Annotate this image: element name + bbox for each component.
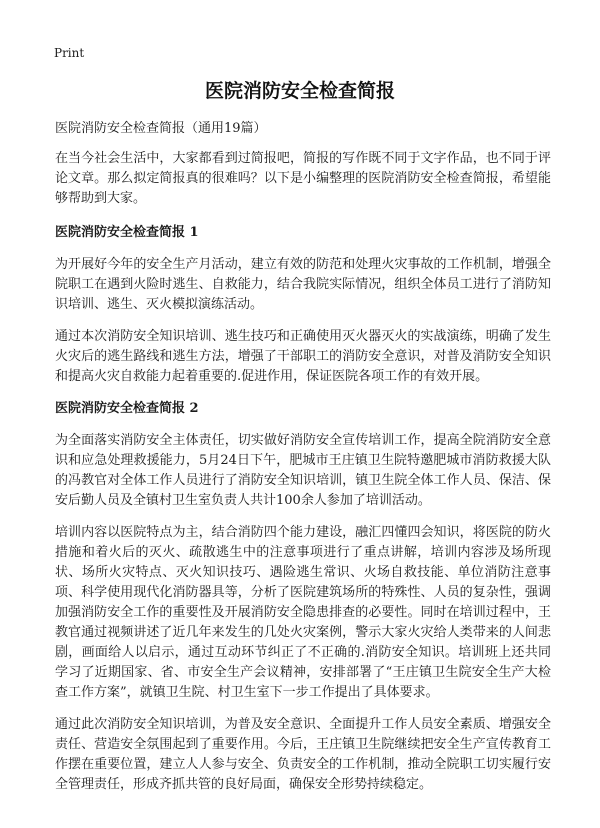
intro-paragraph: 在当今社会生活中，大家都看到过简报吧，简报的写作既不同于文字作品，也不同于评论文章。那么拟定简报真的很难吗？以下是小编整理的医院消防安全检查简报，希望能够帮助到大家。 xyxy=(55,151,551,206)
page-title: 医院消防安全检查简报 xyxy=(204,80,395,102)
section-2-paragraph-3: 通过此次消防安全知识培训，为普及安全意识、全面提升工作人员安全素质、增强安全责任、营造安全氛围起到了重要作用。今后，王庄镇卫生院继续把安全生产宣传教育工作摆在重要位置，建立人人参与安全、负责安全的工作机制，推动全院职工切实履行安全管理责任，形成齐抓共管的良好局面，确保安全形势持续稳定。 xyxy=(55,717,551,792)
document-subtitle: 医院消防安全检查简报（通用19篇） xyxy=(55,121,267,136)
print-link[interactable]: Print xyxy=(54,46,85,60)
section-2-paragraph-1: 为全面落实消防安全主体责任，切实做好消防安全宣传培训工作，提高全院消防安全意识和应急处理救援能力，5月24日下午，肥城市王庄镇卫生院特邀肥城市消防救援大队的冯教官对全体工作人员进行了消防安全知识培训，镇卫生院全体工作人员、保洁、保安后勤人员及全镇村卫生室负责人共计100余人参加了培训活动。 xyxy=(55,433,551,508)
section-1-paragraph-1: 为开展好今年的安全生产月活动，建立有效的防范和处理火灾事故的工作机制，增强全院职工在遇到火险时逃生、自救能力，结合我院实际情况，组织全体员工进行了消防知识培训、逃生、灭火模拟演练活动。 xyxy=(55,257,551,312)
section-heading-1: 医院消防安全检查简报 1 xyxy=(55,225,199,240)
section-heading-2: 医院消防安全检查简报 2 xyxy=(55,401,199,416)
section-1-paragraph-2: 通过本次消防安全知识培训、逃生技巧和正确使用灭火器灭火的实战演练，明确了发生火灾后的逃生路线和逃生方法，增强了干部职工的消防安全意识，对普及消防安全知识和提高火灾自救能力起着重要的.促进作用，保证医院各项工作的有效开展。 xyxy=(55,329,551,384)
section-2-paragraph-2: 培训内容以医院特点为主，结合消防四个能力建设，融汇四懂四会知识，将医院的防火措施和着火后的灭火、疏散逃生中的注意事项进行了重点讲解，培训内容涉及场所现状、场所火灾特点、灭火知识技巧、遇险逃生常识、火场自救技能、单位消防注意事项、科学使用现代化消防器具等，分析了医院建筑场所的特殊性、人员的复杂性，强调加强消防安全工作的重要性及开展消防安全隐患排查的必要性。同时在培训过程中，王教官通过视频讲述了近几年来发生的几处火灾案例，警示大家火灾给人类带来的人间悲剧，画面给人以启示，通过互动环节纠正了不正确的.消防安全知识。培训班上还共同学习了近期国家、省、市安全生产会议精神，安排部署了“王庄镇卫生院安全生产大检查工作方案”，就镇卫生院、村卫生室下一步工作提出了具体要求。 xyxy=(55,525,551,700)
document-body xyxy=(55,149,551,807)
